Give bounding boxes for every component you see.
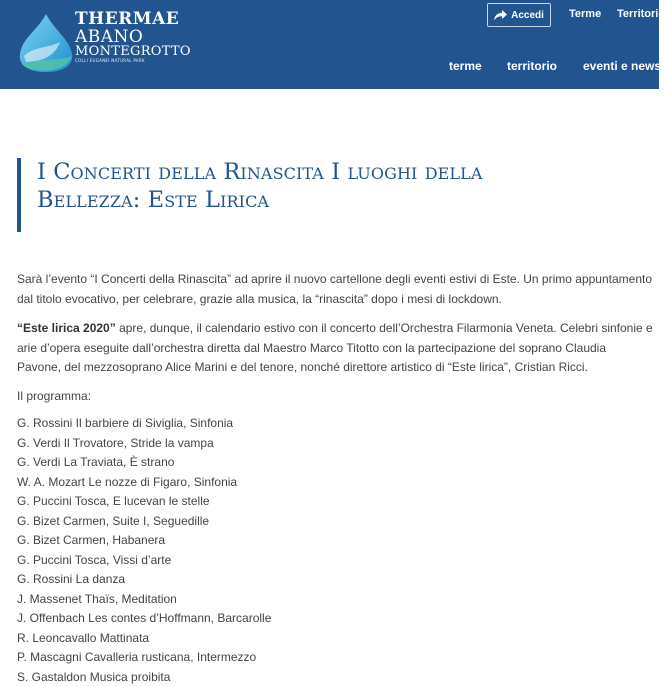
program-item: G. Puccini Tosca, Vissi d’arte	[17, 551, 657, 571]
water-drop-logo-icon[interactable]	[16, 12, 76, 74]
brand-wordmark[interactable]	[75, 10, 191, 64]
program-item: J. Offenbach Les contes d’Hoffmann, Barcarolle	[17, 609, 657, 629]
site-header	[0, 0, 659, 89]
share-arrow-icon	[494, 10, 507, 21]
brand-line-3: MONTEGROTTO	[75, 45, 191, 58]
nav-item-eventi-news[interactable]: eventi e news	[583, 59, 661, 73]
program-item: G. Bizet Carmen, Habanera	[17, 531, 657, 551]
program-label: Il programma:	[17, 387, 657, 407]
program-item: R. Leoncavallo Mattinata	[17, 629, 657, 649]
login-button[interactable]	[487, 3, 551, 27]
lead-line: Pavone, del mezzosoprano Alice Marini e del tenore, nonché direttore artistico di “Este lirica”, Cristian Ricci.	[17, 360, 588, 374]
program-item: G. Puccini Tosca, E lucevan le stelle	[17, 492, 657, 512]
nav-item-territorio[interactable]: territorio	[507, 59, 557, 73]
intro-paragraph	[17, 270, 657, 309]
intro-line: dal titolo evocativo, per celebrare, grazie alla musica, la “rinascita” dopo i mesi di lockdown.	[17, 292, 502, 306]
page-title	[17, 158, 659, 232]
program-item: J. Massenet Thaïs, Meditation	[17, 590, 657, 610]
program-item: G. Verdi La Traviata, È strano	[17, 453, 657, 473]
program-list	[17, 414, 657, 687]
program-item: W. A. Mozart Le nozze di Figaro, Sinfonia	[17, 473, 657, 493]
page-title-line-1: I Concerti della Rinascita I luoghi della	[37, 158, 659, 186]
lead-line: apre, dunque, il calendario estivo con il concerto dell’Orchestra Filarmonia Veneta. Celebri sinfonie e	[116, 321, 653, 335]
nav-item-terme[interactable]: terme	[449, 59, 482, 73]
article-body	[17, 270, 657, 687]
top-link-territorio[interactable]: Territorio	[617, 8, 665, 20]
brand-tagline: COLLI EUGANEI NATURAL PARK	[75, 58, 191, 64]
brand-line-2: ABANO	[75, 29, 191, 45]
event-name: “Este lirica 2020”	[17, 321, 116, 335]
program-item: G. Verdi Il Trovatore, Stride la vampa	[17, 434, 657, 454]
intro-line: Sarà l’evento “I Concerti della Rinascita” ad aprire il nuovo cartellone degli eventi estivi di Este. Un primo appuntamento	[17, 272, 652, 286]
page-title-line-2: Bellezza: Este Lirica	[37, 186, 659, 214]
lead-paragraph	[17, 319, 657, 378]
top-link-terme[interactable]: Terme	[569, 8, 601, 20]
brand-line-1: THERMAE	[75, 10, 191, 29]
login-label: Accedi	[511, 10, 544, 21]
program-item: G. Rossini La danza	[17, 570, 657, 590]
program-item: P. Mascagni Cavalleria rusticana, Intermezzo	[17, 648, 657, 668]
program-item: S. Gastaldon Musica proibita	[17, 668, 657, 687]
program-item: G. Bizet Carmen, Suite I, Seguedille	[17, 512, 657, 532]
program-item: G. Rossini Il barbiere di Siviglia, Sinfonia	[17, 414, 657, 434]
lead-line: arie d’opera eseguite dall’orchestra diretta dal Maestro Marco Titotto con la partecipazione del soprano Claudia	[17, 341, 606, 355]
